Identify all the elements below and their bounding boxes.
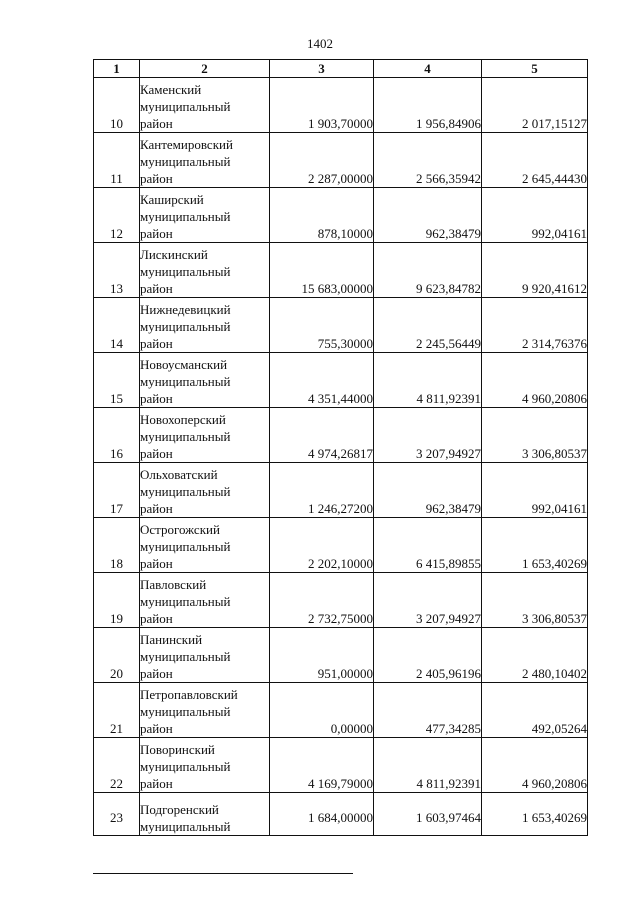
district-name-line: Подгоренский	[140, 802, 219, 817]
value-col5-cell: 2 480,10402	[482, 628, 588, 683]
district-name-line: Поворинский	[140, 742, 215, 757]
value-col5-cell: 492,05264	[482, 683, 588, 738]
district-name-cell	[140, 298, 270, 353]
table-row	[94, 243, 588, 298]
row-number-cell: 18	[94, 518, 140, 573]
district-name-line: Острогожский	[140, 522, 220, 537]
district-name-cell	[140, 518, 270, 573]
table-row	[94, 298, 588, 353]
row-number-cell: 12	[94, 188, 140, 243]
value-col5-cell: 2 314,76376	[482, 298, 588, 353]
district-name-line: Лискинский	[140, 247, 208, 262]
column-header: 1	[94, 60, 140, 78]
value-col3-cell: 2 732,75000	[270, 573, 374, 628]
district-name-cell	[140, 463, 270, 518]
district-name-line: район	[140, 391, 173, 406]
district-name-cell	[140, 243, 270, 298]
value-col4-cell: 2 245,56449	[374, 298, 482, 353]
value-col3-cell: 4 974,26817	[270, 408, 374, 463]
district-name-line: район	[140, 226, 173, 241]
page-number: 1402	[307, 36, 333, 51]
district-name-line: Павловский	[140, 577, 207, 592]
row-number-cell: 21	[94, 683, 140, 738]
row-number-cell: 17	[94, 463, 140, 518]
row-number-cell: 19	[94, 573, 140, 628]
row-number-cell: 10	[94, 78, 140, 133]
table-row	[94, 628, 588, 683]
district-name-cell	[140, 683, 270, 738]
district-name-cell	[140, 628, 270, 683]
value-col3-cell: 4 169,79000	[270, 738, 374, 793]
value-col4-cell: 3 207,94927	[374, 573, 482, 628]
district-name-line: муниципальный	[140, 99, 231, 114]
district-name-line: муниципальный	[140, 319, 231, 334]
table-row	[94, 793, 588, 836]
table-row	[94, 408, 588, 463]
table-row	[94, 738, 588, 793]
table-row	[94, 133, 588, 188]
table-row	[94, 188, 588, 243]
value-col4-cell: 962,38479	[374, 188, 482, 243]
row-number-cell: 20	[94, 628, 140, 683]
district-name-line: муниципальный	[140, 209, 231, 224]
value-col3-cell: 15 683,00000	[270, 243, 374, 298]
district-name-line: Нижнедевицкий	[140, 302, 231, 317]
district-values-table	[93, 59, 588, 836]
district-name-line: район	[140, 721, 173, 736]
district-name-line: муниципальный	[140, 594, 231, 609]
value-col3-cell: 2 202,10000	[270, 518, 374, 573]
district-name-line: Новоусманский	[140, 357, 228, 372]
district-name-line: Каменский	[140, 82, 202, 97]
value-col4-cell: 4 811,92391	[374, 353, 482, 408]
district-name-cell	[140, 353, 270, 408]
district-name-line: муниципальный	[140, 539, 231, 554]
table-row	[94, 463, 588, 518]
table-row	[94, 518, 588, 573]
value-col5-cell: 3 306,80537	[482, 408, 588, 463]
row-number-cell: 22	[94, 738, 140, 793]
column-header: 5	[482, 60, 588, 78]
district-name-line: муниципальный	[140, 649, 231, 664]
district-name-cell	[140, 408, 270, 463]
value-col5-cell: 4 960,20806	[482, 738, 588, 793]
district-name-line: Новохоперский	[140, 412, 226, 427]
district-name-line: муниципальный	[140, 429, 231, 444]
district-name-cell	[140, 738, 270, 793]
header-row	[94, 60, 588, 78]
district-name-line: муниципальный	[140, 154, 231, 169]
row-number-cell: 15	[94, 353, 140, 408]
value-col4-cell: 1 956,84906	[374, 78, 482, 133]
district-name-line: муниципальный	[140, 484, 231, 499]
value-col3-cell: 0,00000	[270, 683, 374, 738]
value-col4-cell: 1 603,97464	[374, 793, 482, 836]
district-name-cell	[140, 78, 270, 133]
table-row	[94, 353, 588, 408]
value-col3-cell: 2 287,00000	[270, 133, 374, 188]
district-name-line: Петропавловский	[140, 687, 238, 702]
value-col4-cell: 2 405,96196	[374, 628, 482, 683]
value-col5-cell: 992,04161	[482, 188, 588, 243]
value-col3-cell: 1 246,27200	[270, 463, 374, 518]
value-col5-cell: 992,04161	[482, 463, 588, 518]
row-number-cell: 13	[94, 243, 140, 298]
value-col3-cell: 4 351,44000	[270, 353, 374, 408]
district-name-line: район	[140, 611, 173, 626]
value-col5-cell: 4 960,20806	[482, 353, 588, 408]
district-name-line: муниципальный	[140, 704, 231, 719]
footnote-divider	[93, 873, 353, 874]
value-col4-cell: 6 415,89855	[374, 518, 482, 573]
value-col3-cell: 1 903,70000	[270, 78, 374, 133]
value-col3-cell: 951,00000	[270, 628, 374, 683]
table-row	[94, 683, 588, 738]
value-col4-cell: 3 207,94927	[374, 408, 482, 463]
value-col5-cell: 1 653,40269	[482, 518, 588, 573]
row-number-cell: 11	[94, 133, 140, 188]
district-name-line: район	[140, 336, 173, 351]
district-name-cell	[140, 133, 270, 188]
district-name-cell	[140, 793, 270, 836]
value-col4-cell: 9 623,84782	[374, 243, 482, 298]
column-header: 2	[140, 60, 270, 78]
district-name-line: район	[140, 776, 173, 791]
row-number-cell: 16	[94, 408, 140, 463]
district-name-cell	[140, 573, 270, 628]
column-header: 4	[374, 60, 482, 78]
district-name-line: Кантемировский	[140, 137, 233, 152]
district-name-line: район	[140, 116, 173, 131]
value-col3-cell: 755,30000	[270, 298, 374, 353]
district-name-line: муниципальный	[140, 264, 231, 279]
value-col5-cell: 2 017,15127	[482, 78, 588, 133]
row-number-cell: 23	[94, 793, 140, 836]
district-name-line: район	[140, 666, 173, 681]
table-row	[94, 78, 588, 133]
value-col5-cell: 3 306,80537	[482, 573, 588, 628]
value-col5-cell: 9 920,41612	[482, 243, 588, 298]
district-name-line: район	[140, 446, 173, 461]
district-name-line: муниципальный	[140, 819, 231, 834]
district-name-line: район	[140, 171, 173, 186]
district-name-line: Панинский	[140, 632, 203, 647]
value-col3-cell: 878,10000	[270, 188, 374, 243]
value-col5-cell: 2 645,44430	[482, 133, 588, 188]
row-number-cell: 14	[94, 298, 140, 353]
district-name-line: район	[140, 281, 173, 296]
value-col4-cell: 962,38479	[374, 463, 482, 518]
district-name-line: муниципальный	[140, 374, 231, 389]
value-col5-cell: 1 653,40269	[482, 793, 588, 836]
district-name-line: Каширский	[140, 192, 204, 207]
district-name-line: Ольховатский	[140, 467, 218, 482]
district-name-line: район	[140, 556, 173, 571]
value-col3-cell: 1 684,00000	[270, 793, 374, 836]
district-name-line: район	[140, 501, 173, 516]
value-col4-cell: 2 566,35942	[374, 133, 482, 188]
table-row	[94, 573, 588, 628]
value-col4-cell: 4 811,92391	[374, 738, 482, 793]
value-col4-cell: 477,34285	[374, 683, 482, 738]
district-name-line: муниципальный	[140, 759, 231, 774]
column-header: 3	[270, 60, 374, 78]
district-name-cell	[140, 188, 270, 243]
